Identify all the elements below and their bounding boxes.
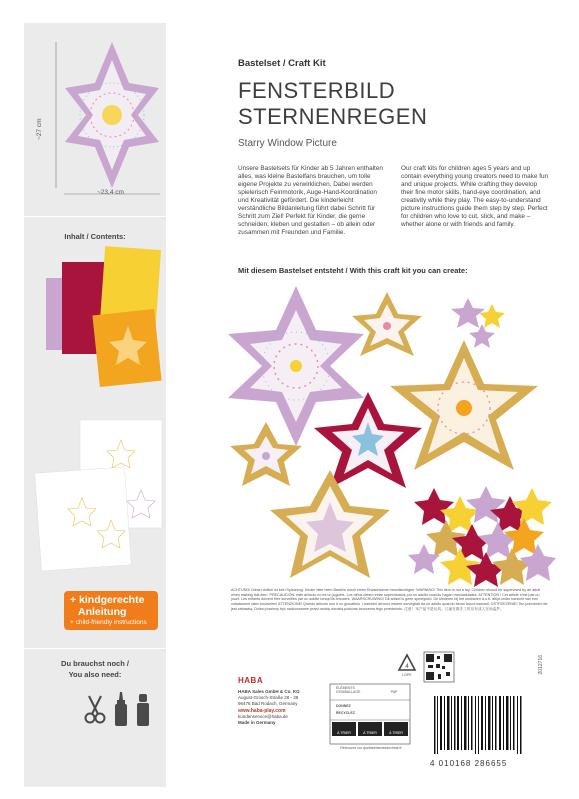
height-dimension: ~27 cm xyxy=(36,118,43,140)
description-german: Unsere Bastelsets für Kinder ab 5 Jahren enthalten alles, was kleine Bastelfans brauchen, um tolle eigene Projekte zu verwirklichen. Dabei werden spielerisch Feinmotorik, Auge-Hand-Koordination und Kreativität gefördert. Die kinderleicht verständliche Bildanleitung führt dabei Schritt für Schritt zum Ziel! Perfekt für Kinder, die gerne schneiden, kleben und gestalten – ob allein oder zusammen mit Freunden und Familie. xyxy=(238,165,383,236)
contents-title: Inhalt / Contents: xyxy=(64,232,126,241)
ldpe-label: LDPE xyxy=(402,673,412,677)
eco-label-sort-1: À TRIER xyxy=(337,731,351,735)
company-street: August-Grosch-Straße 28 - 38 xyxy=(238,695,299,701)
barcode-icon xyxy=(430,694,528,756)
eco-footer: Retrouvez sur quefairedemesdechets.fr xyxy=(340,746,402,750)
star-collage xyxy=(224,282,559,587)
brand-en: / Craft Kit xyxy=(280,58,326,69)
badge-subtitle: + child-friendly instructions xyxy=(70,619,147,626)
safety-warnings: ACHTUNG! Dieser Artikel ist kein Spielzeug. Kinder bitte beim Basteln durch einen Erwachsenen beaufsichtigen. WARNING! This item is not a toy. Children should be supervised by an adult when making this item. PRECAUCIÓN: este artículo no es un juguete. Los niños deben estar supervisados por un adulto cuando hagan manualidades. ATTENTION ! Cet article n'est pas un jouet. Les enfants doivent être surveillés par un adulte lorsqu'ils bricolent. WAARSCHUWING! Dit artikel is geen speelgoed. De kinderen bij het knutselen a.u.b. altijd onder toezicht van een volwassene laten knutselen! ATTENZIONE! Questo articolo non è un giocattolo. I bambini devono essere sorvegliati da un adulto quando fanno lavori manuali. OSTRZEŻENIE! Ten przedmiot nie jest zabawką. Dzieci powinny być nadzorowane przez osobę dorosłą podczas tworzenia tego przedmiotu. 注意！本产品不是玩具。儿童在做手工时应有成人在场监护。 xyxy=(231,588,548,611)
article-code: 2012716 xyxy=(538,655,544,675)
divider xyxy=(24,648,166,649)
recycling-icon xyxy=(398,654,416,672)
badge-title-line2: Anleitung xyxy=(78,606,127,618)
made-in: Made in Germany xyxy=(238,720,276,726)
create-title: Mit diesem Bastelset entsteht / With this craft kit you can create: xyxy=(238,266,468,275)
product-title-line1: FENSTERBILD xyxy=(238,78,396,103)
instruction-sheets xyxy=(36,420,166,570)
glue-stick-icon xyxy=(136,694,150,726)
dimension-lines xyxy=(52,40,172,200)
brand-de: Bastelset xyxy=(238,58,281,69)
need-title-line2: You also need: xyxy=(68,670,122,679)
eco-label-sort-2: À TRIER xyxy=(363,731,377,735)
svg-text:4: 4 xyxy=(405,664,409,670)
glue-bottle-icon xyxy=(114,692,128,726)
contents-paper-sheets xyxy=(44,248,169,388)
qr-code-icon xyxy=(424,652,454,682)
eco-label-recyclez: RECYCLEZ xyxy=(336,711,355,715)
company-email[interactable]: kundenservice@haba.de xyxy=(238,713,288,719)
scissors-icon xyxy=(84,694,106,724)
haba-logo: HABA xyxy=(238,676,264,685)
eco-label-donnez: DONNEZ xyxy=(336,704,351,708)
company-address xyxy=(238,689,310,726)
barcode-number: 4 010168 286655 xyxy=(430,759,508,768)
width-dimension: ~23,4 cm xyxy=(97,189,124,196)
badge-title-line1: + kindgerechte xyxy=(70,594,145,606)
company-name: HABA Sales GmbH & Co. KG xyxy=(238,689,300,694)
company-city: 96476 Bad Rodach, Germany xyxy=(238,701,298,707)
eco-label-pap: PAP xyxy=(390,690,398,694)
eco-label-sort-3: À TRIER xyxy=(389,731,403,735)
brand-line xyxy=(238,58,326,69)
product-subtitle: Starry Window Picture xyxy=(238,138,337,149)
eco-label-elements: ÉLÉMENTS D'EMBALLAGE xyxy=(336,686,361,694)
you-also-need-title xyxy=(24,658,166,680)
company-website[interactable]: www.haba-play.com xyxy=(238,707,286,714)
need-title-line1: Du brauchst noch / xyxy=(61,659,129,668)
instructions-badge xyxy=(64,591,158,630)
description-english: Our craft kits for children ages 5 years and up contain everything young creators need to make fun and unique projects. While crafting they develop their fine motor skills, hand-eye coordination, and creativity while they play. The easy-to-understand picture instructions guide them step by step. Perfect for children who love to cut, stick, and make – whether alone or with friends and family. xyxy=(401,165,549,228)
divider xyxy=(24,216,166,217)
product-title-line2: STERNENREGEN xyxy=(238,104,428,129)
